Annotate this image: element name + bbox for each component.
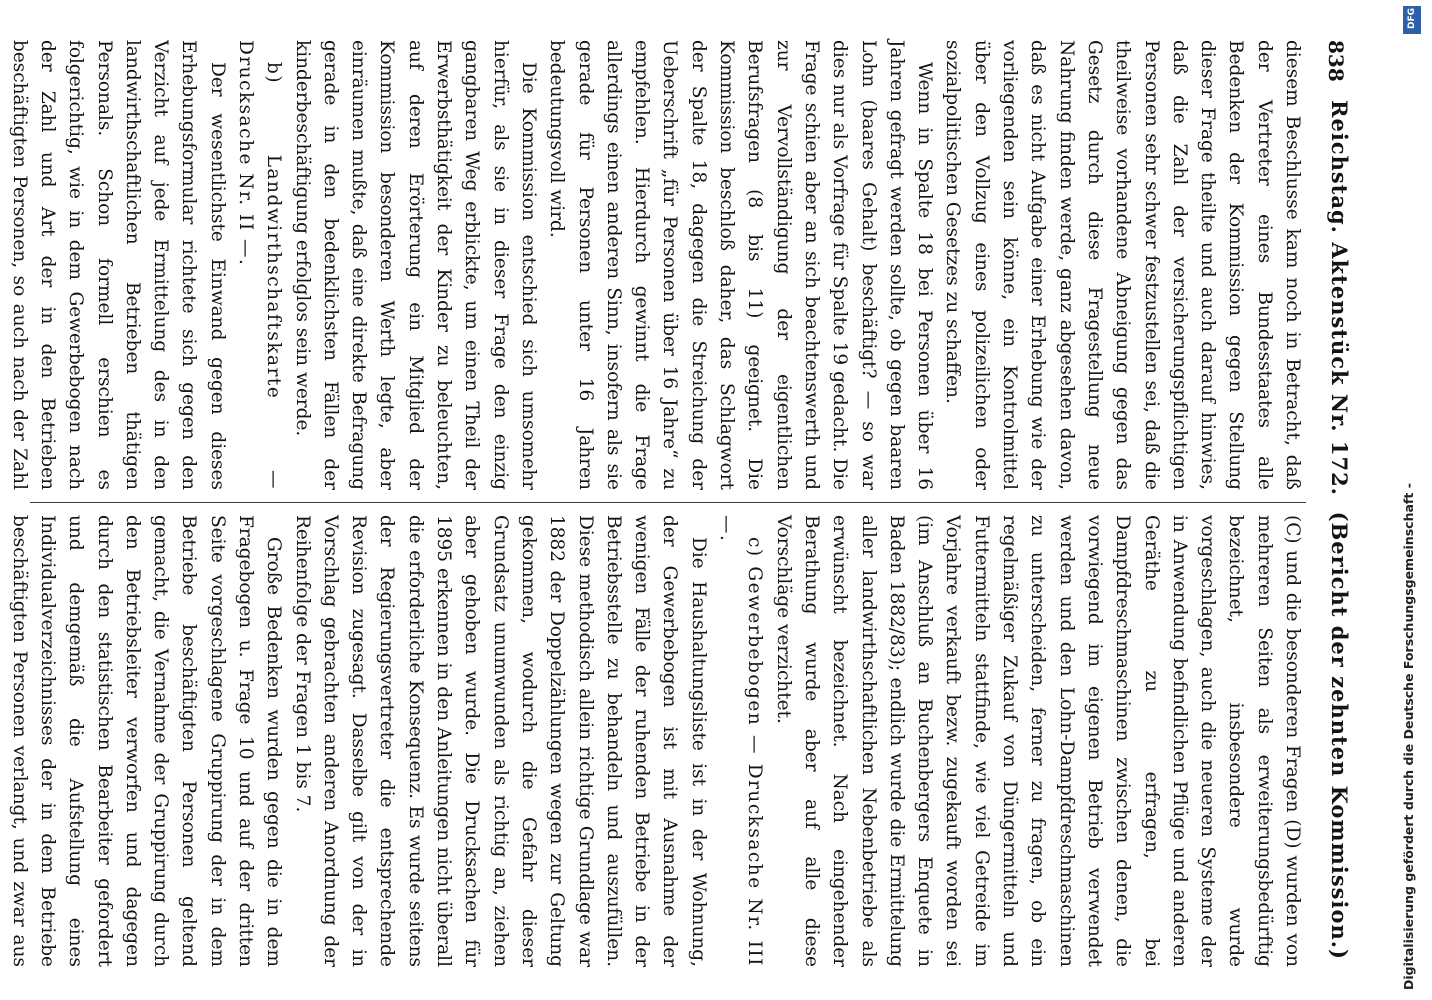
column-divider [30, 502, 1306, 503]
subsection-heading: c) Gewerbebogen — Drucksache Nr. III —. [716, 515, 766, 967]
section-title: (Bericht der zehnten Kommission.) [1327, 511, 1352, 960]
page-number: 838 [1324, 40, 1348, 82]
subsection-heading: b) Landwirthschaftskarte — Drucksache Nr. II —. [235, 40, 285, 490]
page-header [1310, 40, 1354, 960]
paragraph: Der wesentlichste Einwand gegen dieses Erhebungsformular richtete sich gegen den Verzicht auf jede Ermittelung des in den landwirthschaftlichen Betrieben thätigen Personals. Schon formell erschien es folgerichtig, wie in dem Gewerbebogen nach der Zahl und Art der in den Betrieben beschäftigten Personen, so auch nach der Zahl [8, 40, 228, 490]
left-text-column [8, 40, 1306, 490]
paragraph: diesem Beschlusse kam noch in Betracht, daß der Vertreter eines Bundesstaates alle Bedenken der Kommission gegen Stellung dieser Frage theilte und auch darauf hinwies, daß die Zahl der versicherungspflichtigen Personen sehr schwer festzustellen sei, daß die theilweise vorhandene Abneigung gegen das Gesetz durch diese Fragestellung neue Nahrung finden werde, ganz abgesehen davon, daß es nicht Aufgabe einer Erhebung wie der vorliegenden sein könne, ein Kontrolmittel über den Vollzug eines polizeilichen oder sozialpolitischen Gesetzes zu schaffen. [942, 40, 1303, 490]
paragraph: Wenn in Spalte 18 bei Personen über 16 Jahren gefragt werden sollte, ob gegen baaren Lohn (baares Gehalt) beschäftigt? — so war dies nur als Vorfrage für Spalte 19 gedacht. Die Frage schien aber an sich beachtenswerth und zur Vervollständigung der eigentlichen Berufsfragen (8 bis 11) geeignet. Die Kommission beschloß daher, das Schlagwort der Spalte 18, dagegen die Streichung der Ueberschrift „für Personen über 16 Jahre“ zu empfehlen. Hierdurch gewinnt die Frage allerdings einen anderen Sinn, insofern als sie gerade für Personen unter 16 Jahren bedeutungsvoll wird. [546, 40, 936, 490]
paragraph: (C) und die besonderen Fragen (D) wurden von mehreren Seiten als erweiterungsbedürftig bezeichnet, insbesondere wurde vorgeschlagen, auch die neueren Systeme der in Anwendung befindlichen Pflüge und anderen Geräthe zu erfragen, bei Dampfdreschmaschinen zwischen denen, die vorwiegend im eigenen Betrieb verwendet werden und den Lohn-Dampfdreschmaschinen zu unterscheiden, ferner zu fragen, ob ein regelmäßiger Zukauf von Düngermitteln und Futtermitteln stattfinde, wie viel Getreide im Vorjahre verkauft bezw. zugekauft worden sei (im Anschluß an Buchenbergers Enquete in Baden 1882/83); endlich wurde die Ermittelung aller landwirthschaftlichen Nebenbetriebe als erwünscht bezeichnet. Nach eingehender Berathung wurde aber auf alle diese Vorschläge verzichtet. [772, 515, 1303, 967]
paragraph: Die Haushaltungsliste ist in der Wohnung, der Gewerbebogen ist mit Ausnahme der wenigen Fälle der ruhenden Betriebe in der Betriebsstelle zu behandeln und auszufüllen. Diese methodisch allein richtige Grundlage war 1882 der Doppelzählungen wegen zur Geltung gekommen, wodurch die Gefahr dieser Grundsatz unumwunden als richtig an, ziehen aber gehoben wurde. Die Drucksachen für 1895 erkennen in den Anleitungen nicht überall die erforderliche Konsequenz. Es wurde seitens der Regierungsvertreter die entsprechende Revision zugesagt. Dasselbe gilt von der in Vorschlag gebrachten anderen Anordnung der Reihenfolge der Fragen 1 bis 7. [291, 515, 709, 967]
digitization-credit [1393, 0, 1429, 1000]
credit-text: Digitalisierung gefördert durch die Deutsche Forschungsgemeinschaft - [1401, 483, 1416, 990]
scanned-document-page [10, 0, 1390, 1000]
paragraph: Die Kommission entschied sich umsomehr hierfür, als sie in dieser Frage den einzig gangbaren Weg erblickte, um einen Theil der Erwerbsthätigkeit der Kinder zu beleuchten, auf deren Erörterung ein Mitglied der Kommission besonderen Werth legte, aber einräumen mußte, daß eine direkte Befragung gerade in den bedenklichsten Fällen der kinderbeschäftigung erfolglos sein werde. [291, 40, 539, 490]
right-text-column [8, 515, 1306, 967]
running-title: Reichstag. Aktenstück Nr. 172. [1327, 100, 1352, 496]
dfg-logo-icon: DFG [1403, 6, 1421, 34]
paragraph: Große Bedenken wurden gegen die in dem Fragebogen u. Frage 10 und auf der dritten Seite vorgeschlagene Gruppirung der in dem Betriebe beschäftigten Personen geltend gemacht, die Vernahme der Gruppirung durch den Betriebsleiter verworfen und dagegen durch den statistischen Bearbeiter gefordert und demgemäß die Aufstellung eines Individualverzeichnisses der in dem Betriebe beschäftigten Personen verlangt, und zwar aus [8, 515, 285, 967]
